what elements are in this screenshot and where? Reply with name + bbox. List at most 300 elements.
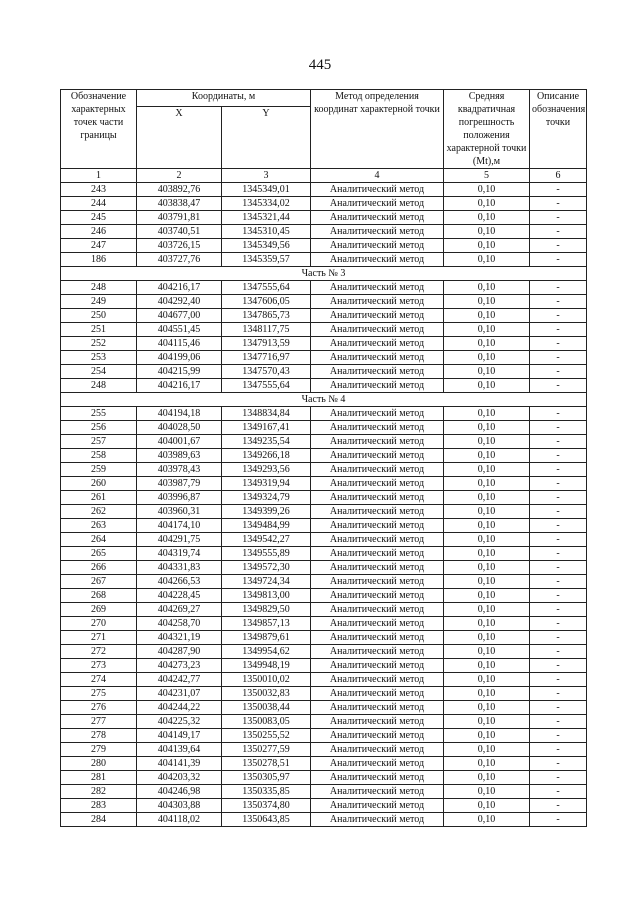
point-id-cell: 279	[61, 743, 137, 757]
method-cell: Аналитический метод	[311, 491, 444, 505]
point-id-cell: 251	[61, 323, 137, 337]
error-cell: 0,10	[444, 407, 530, 421]
y-coordinate-cell: 1347716,97	[222, 351, 311, 365]
point-id-cell: 275	[61, 687, 137, 701]
error-cell: 0,10	[444, 659, 530, 673]
y-coordinate-cell: 1350010,02	[222, 673, 311, 687]
method-cell: Аналитический метод	[311, 239, 444, 253]
table-row	[61, 729, 587, 743]
description-cell: -	[530, 785, 587, 799]
table-row	[61, 561, 587, 575]
point-id-cell: 252	[61, 337, 137, 351]
table-row	[61, 603, 587, 617]
error-cell: 0,10	[444, 617, 530, 631]
description-cell: -	[530, 687, 587, 701]
method-cell: Аналитический метод	[311, 463, 444, 477]
y-coordinate-cell: 1349167,41	[222, 421, 311, 435]
y-coordinate-cell: 1350643,85	[222, 813, 311, 827]
table-row	[61, 505, 587, 519]
description-cell: -	[530, 659, 587, 673]
method-cell: Аналитический метод	[311, 449, 444, 463]
table-row	[61, 407, 587, 421]
method-cell: Аналитический метод	[311, 477, 444, 491]
point-id-cell: 250	[61, 309, 137, 323]
method-cell: Аналитический метод	[311, 211, 444, 225]
page-number: 445	[308, 57, 332, 73]
point-id-cell: 284	[61, 813, 137, 827]
x-coordinate-cell: 404321,19	[137, 631, 222, 645]
table-row	[61, 351, 587, 365]
point-id-cell: 272	[61, 645, 137, 659]
method-cell: Аналитический метод	[311, 183, 444, 197]
description-cell: -	[530, 631, 587, 645]
table-row	[61, 743, 587, 757]
method-cell: Аналитический метод	[311, 617, 444, 631]
table-row	[61, 365, 587, 379]
method-cell: Аналитический метод	[311, 715, 444, 729]
error-cell: 0,10	[444, 435, 530, 449]
table-row	[61, 715, 587, 729]
x-coordinate-cell: 403892,76	[137, 183, 222, 197]
y-coordinate-cell: 1349954,62	[222, 645, 311, 659]
description-cell: -	[530, 491, 587, 505]
y-coordinate-cell: 1345310,45	[222, 225, 311, 239]
point-id-cell: 259	[61, 463, 137, 477]
method-cell: Аналитический метод	[311, 729, 444, 743]
point-id-cell: 262	[61, 505, 137, 519]
table-row	[61, 659, 587, 673]
error-cell: 0,10	[444, 603, 530, 617]
table-row	[61, 337, 587, 351]
x-coordinate-cell: 403727,76	[137, 253, 222, 267]
y-coordinate-cell: 1350277,59	[222, 743, 311, 757]
y-coordinate-cell: 1347865,73	[222, 309, 311, 323]
method-cell: Аналитический метод	[311, 771, 444, 785]
y-coordinate-cell: 1349324,79	[222, 491, 311, 505]
point-id-cell: 255	[61, 407, 137, 421]
point-id-cell: 268	[61, 589, 137, 603]
description-cell: -	[530, 575, 587, 589]
description-cell: -	[530, 477, 587, 491]
error-cell: 0,10	[444, 533, 530, 547]
table-row	[61, 477, 587, 491]
table-row	[61, 449, 587, 463]
y-coordinate-cell: 1349857,13	[222, 617, 311, 631]
error-cell: 0,10	[444, 799, 530, 813]
y-coordinate-cell: 1349399,26	[222, 505, 311, 519]
method-cell: Аналитический метод	[311, 743, 444, 757]
x-coordinate-cell: 403996,87	[137, 491, 222, 505]
y-coordinate-cell: 1349266,18	[222, 449, 311, 463]
description-cell: -	[530, 729, 587, 743]
header-x: X	[137, 107, 222, 169]
column-number: 3	[222, 169, 311, 183]
description-cell: -	[530, 365, 587, 379]
description-cell: -	[530, 337, 587, 351]
x-coordinate-cell: 404303,88	[137, 799, 222, 813]
error-cell: 0,10	[444, 743, 530, 757]
x-coordinate-cell: 404291,75	[137, 533, 222, 547]
x-coordinate-cell: 404269,27	[137, 603, 222, 617]
point-id-cell: 269	[61, 603, 137, 617]
x-coordinate-cell: 404139,64	[137, 743, 222, 757]
point-id-cell: 257	[61, 435, 137, 449]
x-coordinate-cell: 404199,06	[137, 351, 222, 365]
x-coordinate-cell: 404149,17	[137, 729, 222, 743]
method-cell: Аналитический метод	[311, 631, 444, 645]
method-cell: Аналитический метод	[311, 351, 444, 365]
x-coordinate-cell: 404228,45	[137, 589, 222, 603]
description-cell: -	[530, 225, 587, 239]
point-id-cell: 267	[61, 575, 137, 589]
point-id-cell: 249	[61, 295, 137, 309]
x-coordinate-cell: 404244,22	[137, 701, 222, 715]
description-cell: -	[530, 379, 587, 393]
method-cell: Аналитический метод	[311, 603, 444, 617]
method-cell: Аналитический метод	[311, 701, 444, 715]
error-cell: 0,10	[444, 211, 530, 225]
method-cell: Аналитический метод	[311, 435, 444, 449]
error-cell: 0,10	[444, 519, 530, 533]
error-cell: 0,10	[444, 421, 530, 435]
error-cell: 0,10	[444, 547, 530, 561]
error-cell: 0,10	[444, 477, 530, 491]
x-coordinate-cell: 404001,67	[137, 435, 222, 449]
method-cell: Аналитический метод	[311, 547, 444, 561]
x-coordinate-cell: 403987,79	[137, 477, 222, 491]
x-coordinate-cell: 404677,00	[137, 309, 222, 323]
description-cell: -	[530, 603, 587, 617]
table-row	[61, 211, 587, 225]
point-id-cell: 282	[61, 785, 137, 799]
error-cell: 0,10	[444, 197, 530, 211]
description-cell: -	[530, 519, 587, 533]
method-cell: Аналитический метод	[311, 645, 444, 659]
description-cell: -	[530, 197, 587, 211]
method-cell: Аналитический метод	[311, 337, 444, 351]
point-id-cell: 266	[61, 561, 137, 575]
point-id-cell: 244	[61, 197, 137, 211]
description-cell: -	[530, 183, 587, 197]
description-cell: -	[530, 323, 587, 337]
table-row	[61, 533, 587, 547]
description-cell: -	[530, 799, 587, 813]
error-cell: 0,10	[444, 757, 530, 771]
method-cell: Аналитический метод	[311, 197, 444, 211]
section-row	[61, 267, 587, 281]
x-coordinate-cell: 403978,43	[137, 463, 222, 477]
error-cell: 0,10	[444, 281, 530, 295]
description-cell: -	[530, 715, 587, 729]
x-coordinate-cell: 403791,81	[137, 211, 222, 225]
y-coordinate-cell: 1349948,19	[222, 659, 311, 673]
y-coordinate-cell: 1349572,30	[222, 561, 311, 575]
table-row	[61, 491, 587, 505]
y-coordinate-cell: 1350278,51	[222, 757, 311, 771]
section-row	[61, 393, 587, 407]
description-cell: -	[530, 239, 587, 253]
x-coordinate-cell: 404141,39	[137, 757, 222, 771]
y-coordinate-cell: 1349555,89	[222, 547, 311, 561]
error-cell: 0,10	[444, 505, 530, 519]
x-coordinate-cell: 403740,51	[137, 225, 222, 239]
error-cell: 0,10	[444, 673, 530, 687]
column-number: 1	[61, 169, 137, 183]
coordinates-table	[60, 89, 587, 827]
x-coordinate-cell: 404194,18	[137, 407, 222, 421]
section-label: Часть № 4	[61, 393, 587, 407]
error-cell: 0,10	[444, 183, 530, 197]
y-coordinate-cell: 1345321,44	[222, 211, 311, 225]
y-coordinate-cell: 1350335,85	[222, 785, 311, 799]
x-coordinate-cell: 404246,98	[137, 785, 222, 799]
method-cell: Аналитический метод	[311, 575, 444, 589]
y-coordinate-cell: 1347913,59	[222, 337, 311, 351]
table-row	[61, 253, 587, 267]
point-id-cell: 256	[61, 421, 137, 435]
point-id-cell: 264	[61, 533, 137, 547]
point-id-cell: 265	[61, 547, 137, 561]
y-coordinate-cell: 1349484,99	[222, 519, 311, 533]
table-row	[61, 519, 587, 533]
error-cell: 0,10	[444, 589, 530, 603]
y-coordinate-cell: 1347555,64	[222, 379, 311, 393]
point-id-cell: 260	[61, 477, 137, 491]
method-cell: Аналитический метод	[311, 659, 444, 673]
error-cell: 0,10	[444, 729, 530, 743]
y-coordinate-cell: 1347606,05	[222, 295, 311, 309]
y-coordinate-cell: 1349879,61	[222, 631, 311, 645]
point-id-cell: 277	[61, 715, 137, 729]
method-cell: Аналитический метод	[311, 533, 444, 547]
y-coordinate-cell: 1347570,43	[222, 365, 311, 379]
error-cell: 0,10	[444, 463, 530, 477]
x-coordinate-cell: 403726,15	[137, 239, 222, 253]
y-coordinate-cell: 1349813,00	[222, 589, 311, 603]
error-cell: 0,10	[444, 785, 530, 799]
y-coordinate-cell: 1350032,83	[222, 687, 311, 701]
error-cell: 0,10	[444, 631, 530, 645]
y-coordinate-cell: 1349319,94	[222, 477, 311, 491]
method-cell: Аналитический метод	[311, 687, 444, 701]
point-id-cell: 248	[61, 379, 137, 393]
method-cell: Аналитический метод	[311, 589, 444, 603]
error-cell: 0,10	[444, 309, 530, 323]
y-coordinate-cell: 1349235,54	[222, 435, 311, 449]
error-cell: 0,10	[444, 449, 530, 463]
y-coordinate-cell: 1345359,57	[222, 253, 311, 267]
error-cell: 0,10	[444, 813, 530, 827]
x-coordinate-cell: 404266,53	[137, 575, 222, 589]
error-cell: 0,10	[444, 715, 530, 729]
point-id-cell: 271	[61, 631, 137, 645]
error-cell: 0,10	[444, 239, 530, 253]
description-cell: -	[530, 281, 587, 295]
y-coordinate-cell: 1348834,84	[222, 407, 311, 421]
table-row	[61, 421, 587, 435]
table-row	[61, 379, 587, 393]
description-cell: -	[530, 309, 587, 323]
method-cell: Аналитический метод	[311, 785, 444, 799]
error-cell: 0,10	[444, 561, 530, 575]
method-cell: Аналитический метод	[311, 673, 444, 687]
point-id-cell: 280	[61, 757, 137, 771]
error-cell: 0,10	[444, 323, 530, 337]
method-cell: Аналитический метод	[311, 757, 444, 771]
y-coordinate-cell: 1349542,27	[222, 533, 311, 547]
error-cell: 0,10	[444, 295, 530, 309]
y-coordinate-cell: 1345349,01	[222, 183, 311, 197]
method-cell: Аналитический метод	[311, 225, 444, 239]
table-row	[61, 631, 587, 645]
column-number: 6	[530, 169, 587, 183]
x-coordinate-cell: 404319,74	[137, 547, 222, 561]
description-cell: -	[530, 743, 587, 757]
point-id-cell: 283	[61, 799, 137, 813]
table-row	[61, 575, 587, 589]
column-number: 5	[444, 169, 530, 183]
y-coordinate-cell: 1350255,52	[222, 729, 311, 743]
x-coordinate-cell: 404287,90	[137, 645, 222, 659]
x-coordinate-cell: 403838,47	[137, 197, 222, 211]
point-id-cell: 246	[61, 225, 137, 239]
table-row	[61, 813, 587, 827]
header-point-description: Описание обозначения точки	[530, 90, 587, 169]
method-cell: Аналитический метод	[311, 799, 444, 813]
table-row	[61, 309, 587, 323]
table-row	[61, 799, 587, 813]
y-coordinate-cell: 1350038,44	[222, 701, 311, 715]
table-row	[61, 687, 587, 701]
point-id-cell: 281	[61, 771, 137, 785]
description-cell: -	[530, 617, 587, 631]
description-cell: -	[530, 813, 587, 827]
y-coordinate-cell: 1347555,64	[222, 281, 311, 295]
table-row	[61, 435, 587, 449]
column-number: 2	[137, 169, 222, 183]
y-coordinate-cell: 1349724,34	[222, 575, 311, 589]
header-y: Y	[222, 107, 311, 169]
method-cell: Аналитический метод	[311, 295, 444, 309]
method-cell: Аналитический метод	[311, 519, 444, 533]
y-coordinate-cell: 1349293,56	[222, 463, 311, 477]
error-cell: 0,10	[444, 379, 530, 393]
x-coordinate-cell: 404203,32	[137, 771, 222, 785]
description-cell: -	[530, 351, 587, 365]
table-row	[61, 645, 587, 659]
column-number: 4	[311, 169, 444, 183]
point-id-cell: 273	[61, 659, 137, 673]
x-coordinate-cell: 404292,40	[137, 295, 222, 309]
method-cell: Аналитический метод	[311, 561, 444, 575]
description-cell: -	[530, 547, 587, 561]
section-label: Часть № 3	[61, 267, 587, 281]
header-mean-square-error: Средняя квадратичная погрешность положения характерной точки (Mt),м	[444, 90, 530, 169]
y-coordinate-cell: 1349829,50	[222, 603, 311, 617]
table-row	[61, 281, 587, 295]
error-cell: 0,10	[444, 365, 530, 379]
table-row	[61, 183, 587, 197]
x-coordinate-cell: 404215,99	[137, 365, 222, 379]
description-cell: -	[530, 757, 587, 771]
description-cell: -	[530, 533, 587, 547]
table-row	[61, 771, 587, 785]
table-row	[61, 197, 587, 211]
description-cell: -	[530, 701, 587, 715]
x-coordinate-cell: 404115,46	[137, 337, 222, 351]
error-cell: 0,10	[444, 253, 530, 267]
error-cell: 0,10	[444, 645, 530, 659]
y-coordinate-cell: 1345349,56	[222, 239, 311, 253]
point-id-cell: 243	[61, 183, 137, 197]
description-cell: -	[530, 449, 587, 463]
y-coordinate-cell: 1350083,05	[222, 715, 311, 729]
x-coordinate-cell: 404551,45	[137, 323, 222, 337]
point-id-cell: 186	[61, 253, 137, 267]
error-cell: 0,10	[444, 225, 530, 239]
method-cell: Аналитический метод	[311, 813, 444, 827]
table-row	[61, 225, 587, 239]
method-cell: Аналитический метод	[311, 309, 444, 323]
table-row	[61, 463, 587, 477]
method-cell: Аналитический метод	[311, 421, 444, 435]
table-row	[61, 673, 587, 687]
x-coordinate-cell: 404231,07	[137, 687, 222, 701]
description-cell: -	[530, 421, 587, 435]
error-cell: 0,10	[444, 771, 530, 785]
header-method: Метод определения координат характерной точки	[311, 90, 444, 169]
description-cell: -	[530, 211, 587, 225]
table-row	[61, 239, 587, 253]
description-cell: -	[530, 295, 587, 309]
description-cell: -	[530, 645, 587, 659]
table-row	[61, 757, 587, 771]
header-coordinates: Координаты, м	[137, 90, 311, 107]
method-cell: Аналитический метод	[311, 505, 444, 519]
x-coordinate-cell: 404174,10	[137, 519, 222, 533]
point-id-cell: 261	[61, 491, 137, 505]
point-id-cell: 248	[61, 281, 137, 295]
error-cell: 0,10	[444, 687, 530, 701]
x-coordinate-cell: 404225,32	[137, 715, 222, 729]
x-coordinate-cell: 404331,83	[137, 561, 222, 575]
x-coordinate-cell: 404028,50	[137, 421, 222, 435]
method-cell: Аналитический метод	[311, 365, 444, 379]
point-id-cell: 270	[61, 617, 137, 631]
description-cell: -	[530, 253, 587, 267]
header-point-designation: Обозначение характерных точек части границы	[61, 90, 137, 169]
point-id-cell: 263	[61, 519, 137, 533]
point-id-cell: 247	[61, 239, 137, 253]
description-cell: -	[530, 463, 587, 477]
description-cell: -	[530, 589, 587, 603]
x-coordinate-cell: 404258,70	[137, 617, 222, 631]
error-cell: 0,10	[444, 351, 530, 365]
table-row	[61, 617, 587, 631]
table-row	[61, 547, 587, 561]
y-coordinate-cell: 1350374,80	[222, 799, 311, 813]
table-body	[61, 183, 587, 827]
point-id-cell: 253	[61, 351, 137, 365]
x-coordinate-cell: 404242,77	[137, 673, 222, 687]
y-coordinate-cell: 1345334,02	[222, 197, 311, 211]
error-cell: 0,10	[444, 701, 530, 715]
method-cell: Аналитический метод	[311, 281, 444, 295]
x-coordinate-cell: 403989,63	[137, 449, 222, 463]
point-id-cell: 245	[61, 211, 137, 225]
table-row	[61, 701, 587, 715]
method-cell: Аналитический метод	[311, 379, 444, 393]
